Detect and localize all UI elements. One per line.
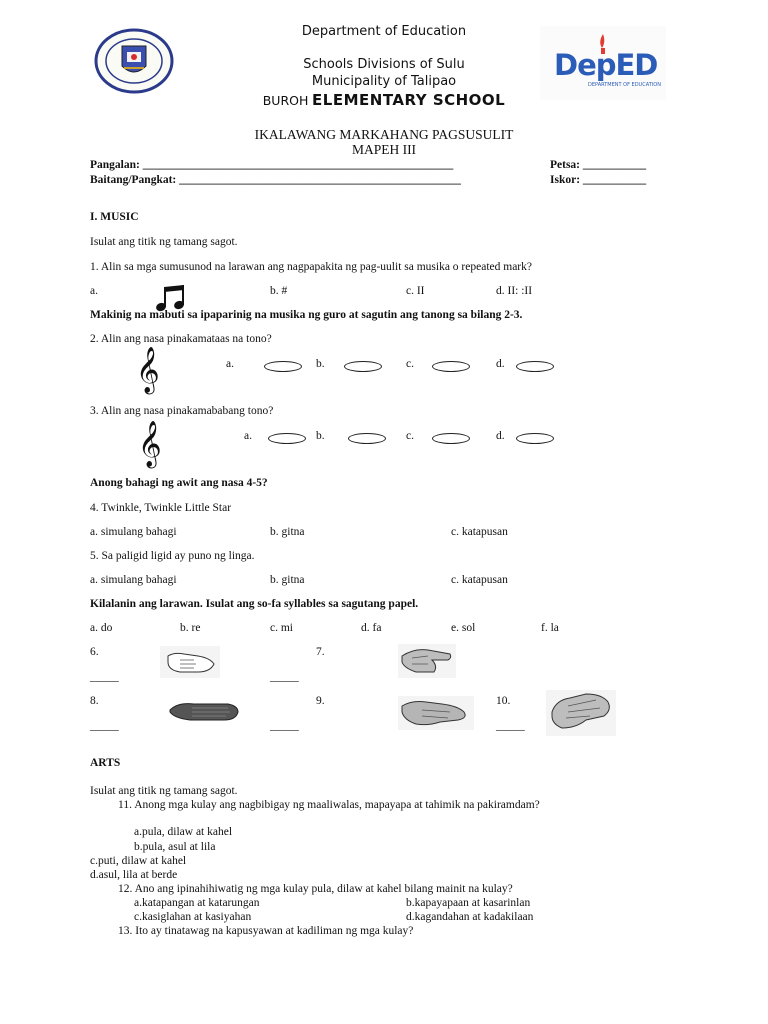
question-4: 4. Twinkle, Twinkle Little Star [90,502,232,514]
school-prefix: BUROH [262,93,309,108]
listen-instruction: Makinig na mabuti sa ipaparinig na musika ng guro at sagutin ang tanong sa bilang 2-3. [90,309,523,321]
arts-heading: ARTS [90,757,121,769]
q3-choice-a: a. [244,430,252,442]
q3-choice-d: d. [496,430,505,442]
note-a-icon [268,433,306,444]
note-c-icon [432,361,470,372]
solfa-instruction: Kilalanin ang larawan. Isulat ang so-fa syllables sa sagutang papel. [90,598,419,610]
hand-sign-sol-icon [546,690,616,739]
q2-choice-a: a. [226,358,234,370]
division-title: Schools Divisions of Sulu [303,57,465,72]
treble-clef-icon: 𝄞 [138,421,162,467]
q1-choice-b: b. # [270,285,288,297]
q4-choice-b: b. gitna [270,526,305,538]
note-b-icon [348,433,386,444]
q3-choice-b: b. [316,430,325,442]
q12-choice-b: b.kapayapaan at kasarinlan [406,897,531,909]
question-2: 2. Alin ang nasa pinakamataas na tono? [90,333,272,345]
music-instruction: Isulat ang titik ng tamang sagot. [90,236,238,248]
name-field: Pangalan: ______________________________________________________ [90,159,454,171]
question-12: 12. Ano ang ipinahihiwatig ng mga kulay pula, dilaw at kahel bilang mainit na kulay? [118,883,513,895]
q5-choice-a: a. simulang bahagi [90,574,177,586]
note-a-icon [264,361,302,372]
q5-choice-c: c. katapusan [451,574,508,586]
q12-choice-c: c.kasiglahan at kasiyahan [134,911,252,923]
hand-sign-do-icon [160,646,220,681]
question-5: 5. Sa paligid ligid ay puno ng linga. [90,550,255,562]
item-9-blank: _____ [270,720,299,732]
q1-choice-c: c. II [406,285,425,297]
q1-choice-d: d. II: :II [496,285,533,297]
item-10-blank: _____ [496,720,525,732]
q2-choice-d: d. [496,358,505,370]
q11-choice-c: c.puti, dilaw at kahel [90,855,187,867]
item-7-number: 7. [316,646,325,658]
q5-choice-b: b. gitna [270,574,305,586]
q2-choice-c: c. [406,358,414,370]
song-part-instruction: Anong bahagi ng awit ang nasa 4-5? [90,477,268,489]
school-name: ELEMENTARY SCHOOL [312,91,506,109]
hand-sign-re-icon [398,644,456,681]
item-8-number: 8. [90,695,99,707]
exam-subject: MAPEH III [351,142,417,157]
hand-sign-mi-icon [168,698,240,727]
q3-choice-c: c. [406,430,414,442]
item-8-blank: _____ [90,720,119,732]
solfa-choice-do: a. do [90,622,113,634]
hand-sign-fa-icon [398,696,474,733]
q11-choice-a: a.pula, dilaw at kahel [134,826,233,838]
q12-choice-a: a.katapangan at katarungan [134,897,260,909]
q4-choice-a: a. simulang bahagi [90,526,177,538]
solfa-choice-la: f. la [541,622,559,634]
department-title: Department of Education [301,24,467,39]
item-6-blank: _____ [90,671,119,683]
question-3: 3. Alin ang nasa pinakamababang tono? [90,405,274,417]
note-c-icon [432,433,470,444]
treble-clef-icon: 𝄞 [136,347,160,393]
note-d-icon [516,361,554,372]
item-9-number: 9. [316,695,325,707]
note-d-icon [516,433,554,444]
item-6-number: 6. [90,646,99,658]
note-b-icon [344,361,382,372]
municipality-title: Municipality of Talipao [311,74,457,89]
item-10-number: 10. [496,695,511,707]
music-heading: I. MUSIC [90,211,139,223]
q11-choice-b: b.pula, asul at lila [134,841,216,853]
solfa-choice-fa: d. fa [361,622,382,634]
question-11: 11. Anong mga kulay ang nagbibigay ng maaliwalas, mapayapa at tahimik na pakiramdam? [118,799,540,811]
q1-choice-a: a. [90,285,98,297]
grade-section-field: Baitang/Pangkat: _________________________________________________ [90,174,461,186]
question-13: 13. Ito ay tinatawag na kapusyawan at kadiliman ng mga kulay? [118,925,414,937]
q2-choice-b: b. [316,358,325,370]
q11-choice-d: d.asul, lila at berde [90,869,178,881]
q12-choice-d: d.kagandahan at kadakilaan [406,911,534,923]
item-7-blank: _____ [270,671,299,683]
question-1: 1. Alin sa mga sumusunod na larawan ang nagpapakita ng pag-uulit sa musika o repeated mark? [90,261,532,273]
solfa-choice-re: b. re [180,622,201,634]
logo-subtext: DEPARTMENT OF EDUCATION [588,82,661,88]
date-field: Petsa: ___________ [550,159,647,171]
solfa-choice-sol: e. sol [451,622,476,634]
q4-choice-c: c. katapusan [451,526,508,538]
score-field: Iskor: ___________ [550,174,647,186]
arts-instruction: Isulat ang titik ng tamang sagot. [90,785,238,797]
logo-text: DepED [554,48,658,82]
deped-logo [540,26,666,100]
solfa-choice-mi: c. mi [270,622,293,634]
exam-title: IKALAWANG MARKAHANG PAGSUSULIT [254,127,514,142]
